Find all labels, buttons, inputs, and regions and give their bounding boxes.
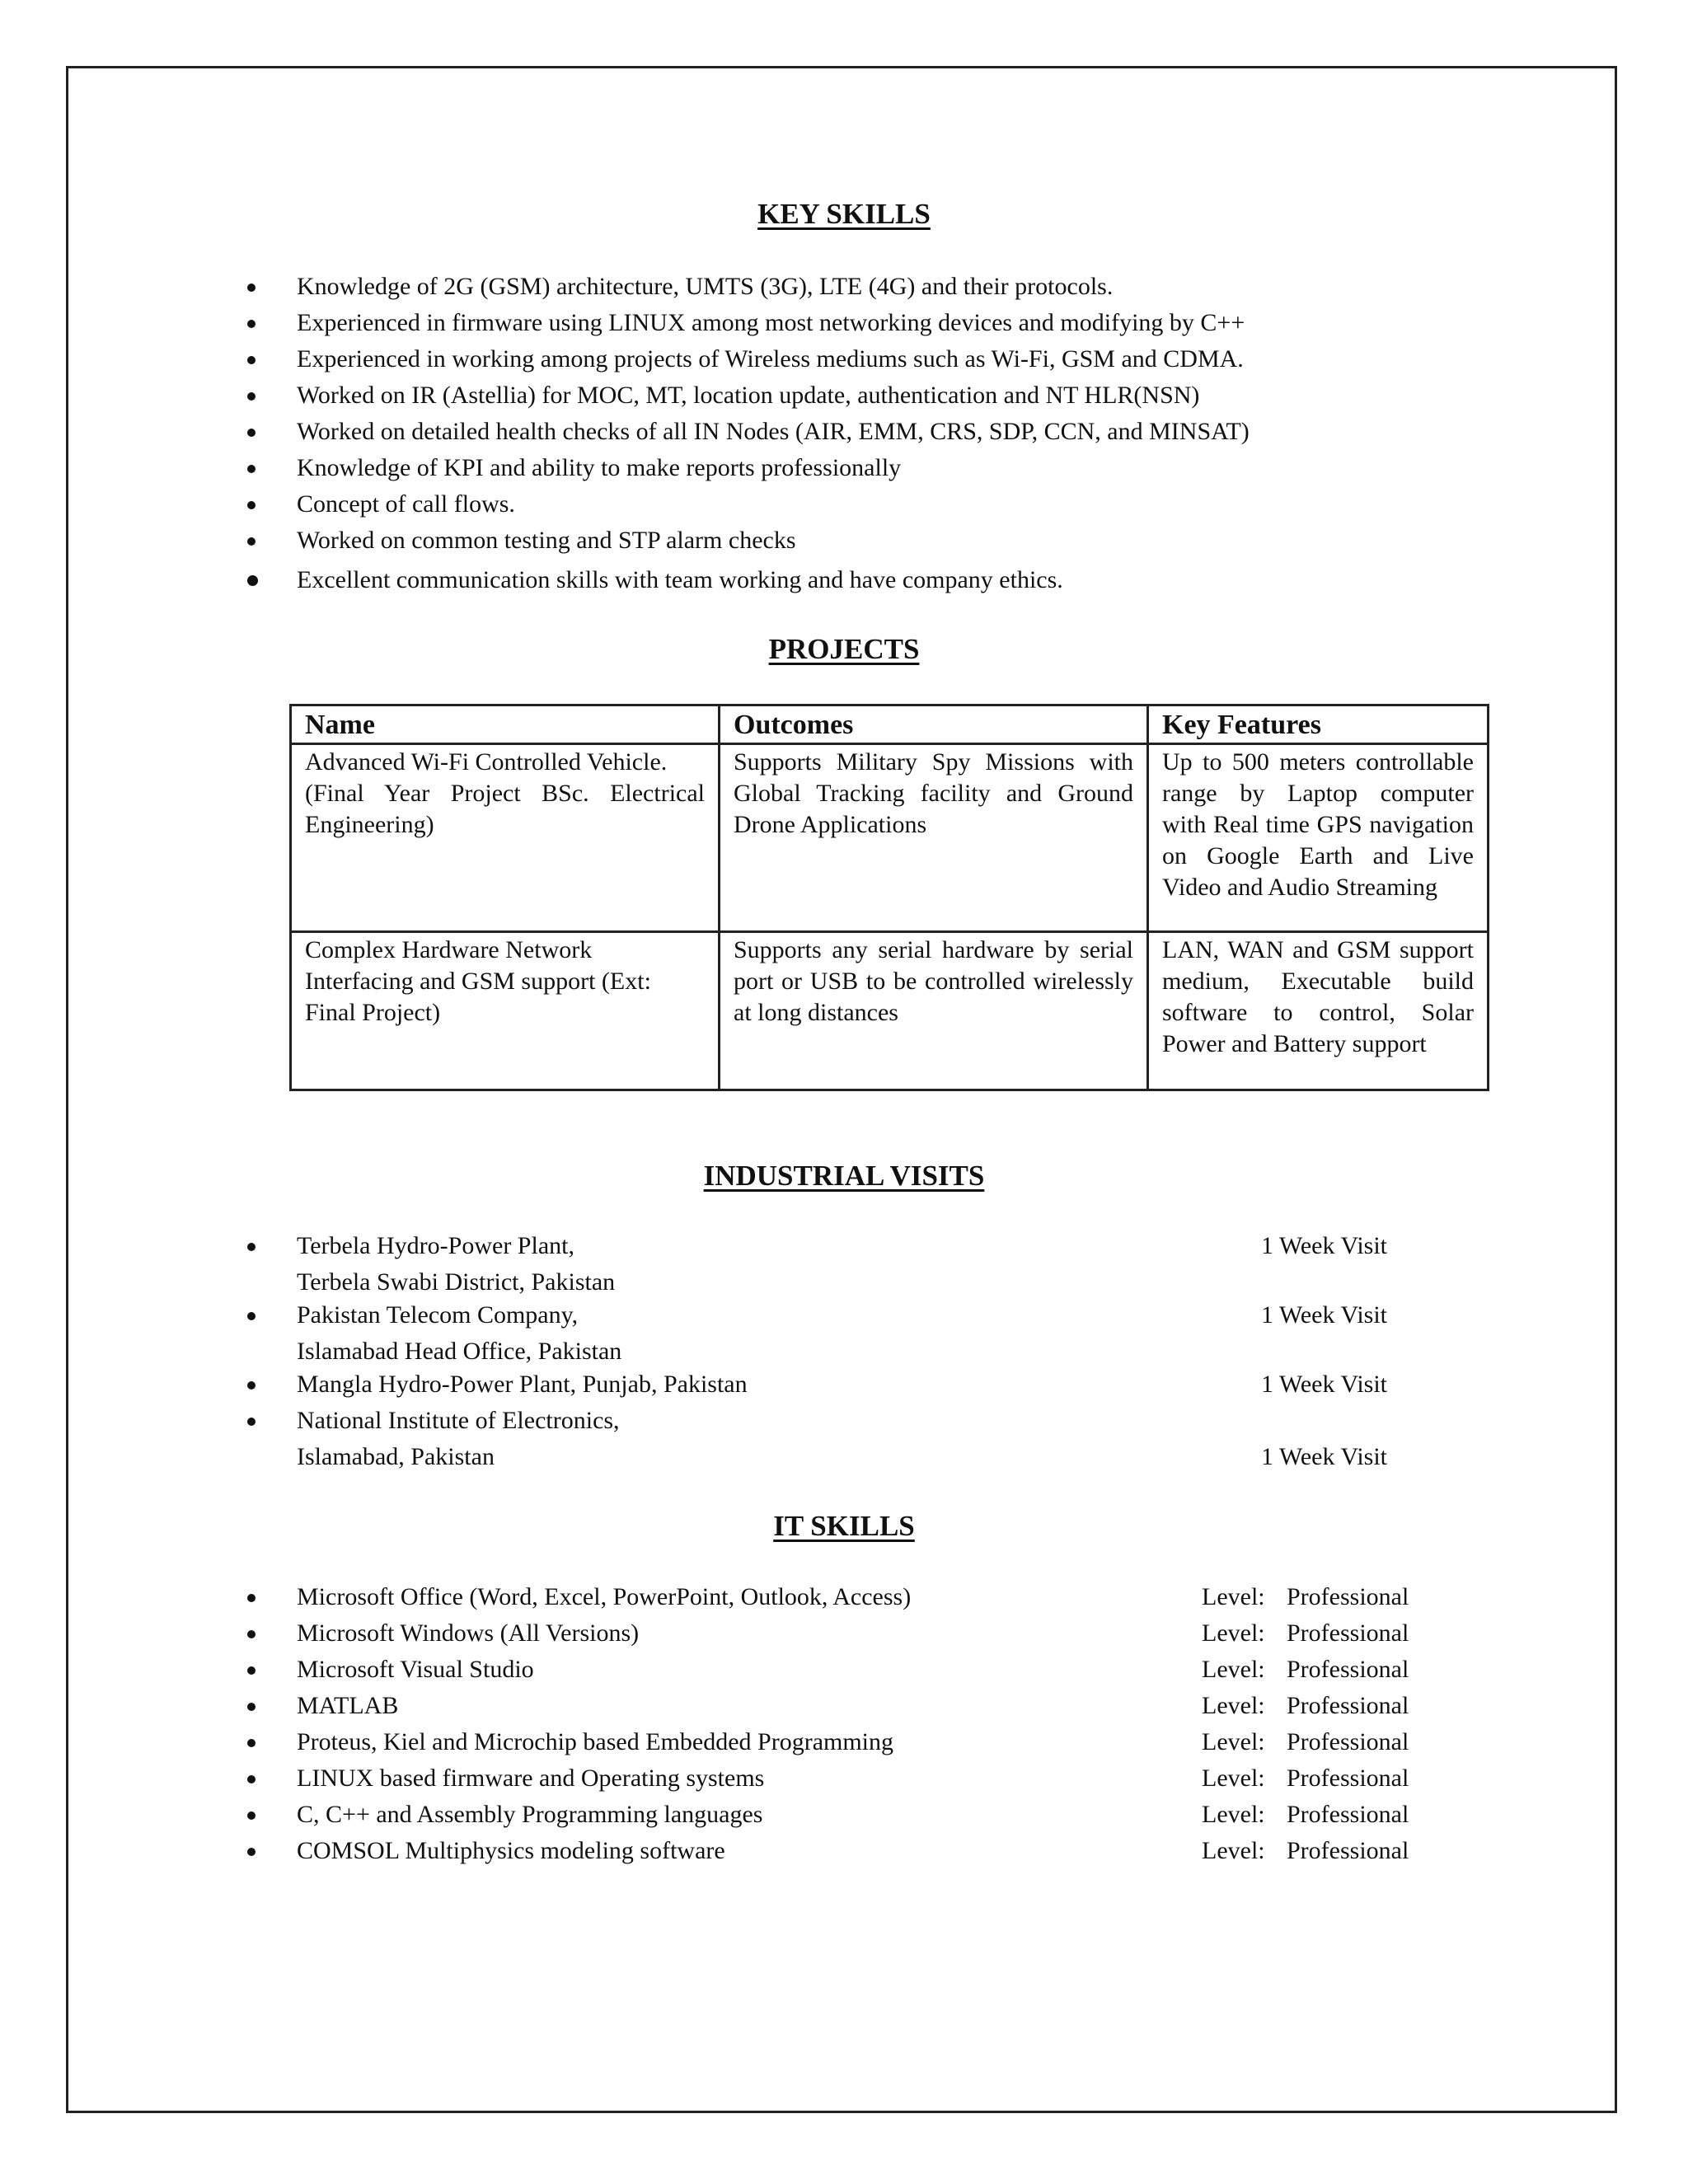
level-value: Professional — [1287, 1619, 1409, 1647]
column-header-key-features: Key Features — [1148, 705, 1489, 744]
list-item: Experienced in working among projects of Wireless mediums such as Wi-Fi, GSM and CDMA. — [239, 341, 1250, 377]
bullet-icon — [247, 575, 258, 586]
level-value: Professional — [1287, 1656, 1409, 1683]
it-skill-name: MATLAB — [297, 1692, 399, 1719]
visit-duration: 1 Week Visit — [1261, 1371, 1388, 1398]
list-item — [239, 1760, 1475, 1797]
visit-duration: 1 Week Visit — [1261, 1232, 1388, 1259]
list-item: Worked on common testing and STP alarm checks — [239, 523, 1250, 559]
bullet-icon — [247, 284, 256, 292]
level-label: Level: — [1202, 1656, 1265, 1683]
it-skills-list — [239, 1579, 1475, 1869]
it-skill-name: COMSOL Multiphysics modeling software — [297, 1837, 725, 1864]
level-value: Professional — [1287, 1837, 1409, 1864]
level-label: Level: — [1202, 1583, 1265, 1610]
bullet-icon — [247, 1630, 256, 1638]
it-skill-name: Microsoft Office (Word, Excel, PowerPoint, Outlook, Access) — [297, 1583, 912, 1610]
list-item: Pakistan Telecom Company, Islamabad Head Office, Pakistan 1 Week Visit — [239, 1297, 1475, 1366]
bullet-icon — [247, 1739, 256, 1747]
list-item: Concept of call flows. — [239, 486, 1250, 523]
it-skill-name: C, C++ and Assembly Programming languages — [297, 1801, 763, 1828]
visit-duration: 1 Week Visit — [1261, 1301, 1388, 1329]
key-skills-heading: KEY SKILLS — [757, 198, 931, 230]
project-name-cell: Complex Hardware Network Interfacing and GSM support (Ext: Final Project) — [291, 932, 720, 1090]
bullet-icon — [247, 429, 256, 437]
level-value: Professional — [1287, 1801, 1409, 1828]
project-features-cell: Up to 500 meters controllable range by Laptop computer with Real time GPS navigation on Google Earth and Live Video and Audio Streaming — [1148, 744, 1489, 932]
project-name-note: (Final Year Project BSc. Electrical Engineering) — [305, 780, 705, 838]
level-label: Level: — [1202, 1619, 1265, 1647]
bullet-icon — [247, 392, 256, 401]
project-features-cell: LAN, WAN and GSM support medium, Executable build software to control, Solar Power and Battery support — [1148, 932, 1489, 1090]
project-outcomes-cell: Supports any serial hardware by serial port or USB to be controlled wirelessly at long distances — [720, 932, 1148, 1090]
bullet-icon — [247, 1243, 256, 1251]
bullet-icon — [247, 1594, 256, 1602]
key-skills-list — [239, 269, 1250, 598]
level-label: Level: — [1202, 1801, 1265, 1828]
list-item — [239, 1615, 1475, 1652]
list-item: National Institute of Electronics, Islamabad, Pakistan 1 Week Visit — [239, 1403, 1475, 1472]
bullet-icon — [247, 1775, 256, 1783]
it-skill-name: Microsoft Windows (All Versions) — [297, 1619, 640, 1647]
column-header-name: Name — [291, 705, 720, 744]
project-outcomes-cell: Supports Military Spy Missions with Global Tracking facility and Ground Drone Applications — [720, 744, 1148, 932]
bullet-icon — [247, 1666, 256, 1675]
table-row — [291, 744, 1489, 932]
list-item: Mangla Hydro-Power Plant, Punjab, Pakistan 1 Week Visit — [239, 1366, 1475, 1403]
bullet-icon — [247, 1848, 256, 1856]
level-label: Level: — [1202, 1837, 1265, 1864]
list-item — [239, 1797, 1475, 1833]
bullet-icon — [247, 501, 256, 509]
bullet-icon — [247, 1703, 256, 1711]
list-item: Worked on detailed health checks of all IN Nodes (AIR, EMM, CRS, SDP, CCN, and MINSAT) — [239, 414, 1250, 450]
it-skill-name: Microsoft Visual Studio — [297, 1656, 534, 1683]
table-row — [291, 932, 1489, 1090]
level-label: Level: — [1202, 1692, 1265, 1719]
list-item: Terbela Hydro-Power Plant, Terbela Swabi District, Pakistan 1 Week Visit — [239, 1228, 1475, 1297]
visit-duration: 1 Week Visit — [1261, 1443, 1388, 1470]
bullet-icon — [247, 537, 256, 546]
projects-table — [289, 704, 1489, 1091]
bullet-icon — [247, 1312, 256, 1320]
level-label: Level: — [1202, 1765, 1265, 1792]
bullet-icon — [247, 320, 256, 328]
bullet-icon — [247, 356, 256, 364]
level-value: Professional — [1287, 1765, 1409, 1792]
list-item: Knowledge of 2G (GSM) architecture, UMTS (3G), LTE (4G) and their protocols. — [239, 269, 1250, 305]
column-header-outcomes: Outcomes — [720, 705, 1148, 744]
list-item — [239, 1688, 1475, 1724]
list-item: Experienced in firmware using LINUX among most networking devices and modifying by C++ — [239, 305, 1250, 341]
list-item: Knowledge of KPI and ability to make reports professionally — [239, 450, 1250, 486]
list-item — [239, 1833, 1475, 1869]
level-value: Professional — [1287, 1728, 1409, 1755]
bullet-icon — [247, 1811, 256, 1820]
project-name-cell — [291, 744, 720, 932]
table-header-row — [291, 705, 1489, 744]
list-item — [239, 1724, 1475, 1760]
industrial-visits-list — [239, 1228, 1475, 1472]
list-item — [239, 1579, 1475, 1615]
project-name: Advanced Wi-Fi Controlled Vehicle. — [305, 748, 668, 776]
level-value: Professional — [1287, 1583, 1409, 1610]
it-skills-heading: IT SKILLS — [773, 1510, 915, 1542]
list-item: Excellent communication skills with team working and have company ethics. — [239, 562, 1250, 598]
bullet-icon — [247, 1418, 256, 1426]
bullet-icon — [247, 465, 256, 473]
bullet-icon — [247, 1381, 256, 1390]
level-label: Level: — [1202, 1728, 1265, 1755]
list-item — [239, 1652, 1475, 1688]
it-skill-name: Proteus, Kiel and Microchip based Embedded Programming — [297, 1728, 894, 1755]
it-skill-name: LINUX based firmware and Operating systems — [297, 1765, 765, 1792]
industrial-visits-heading: INDUSTRIAL VISITS — [703, 1160, 985, 1192]
list-item: Worked on IR (Astellia) for MOC, MT, location update, authentication and NT HLR(NSN) — [239, 377, 1250, 414]
level-value: Professional — [1287, 1692, 1409, 1719]
projects-heading: PROJECTS — [768, 633, 920, 665]
